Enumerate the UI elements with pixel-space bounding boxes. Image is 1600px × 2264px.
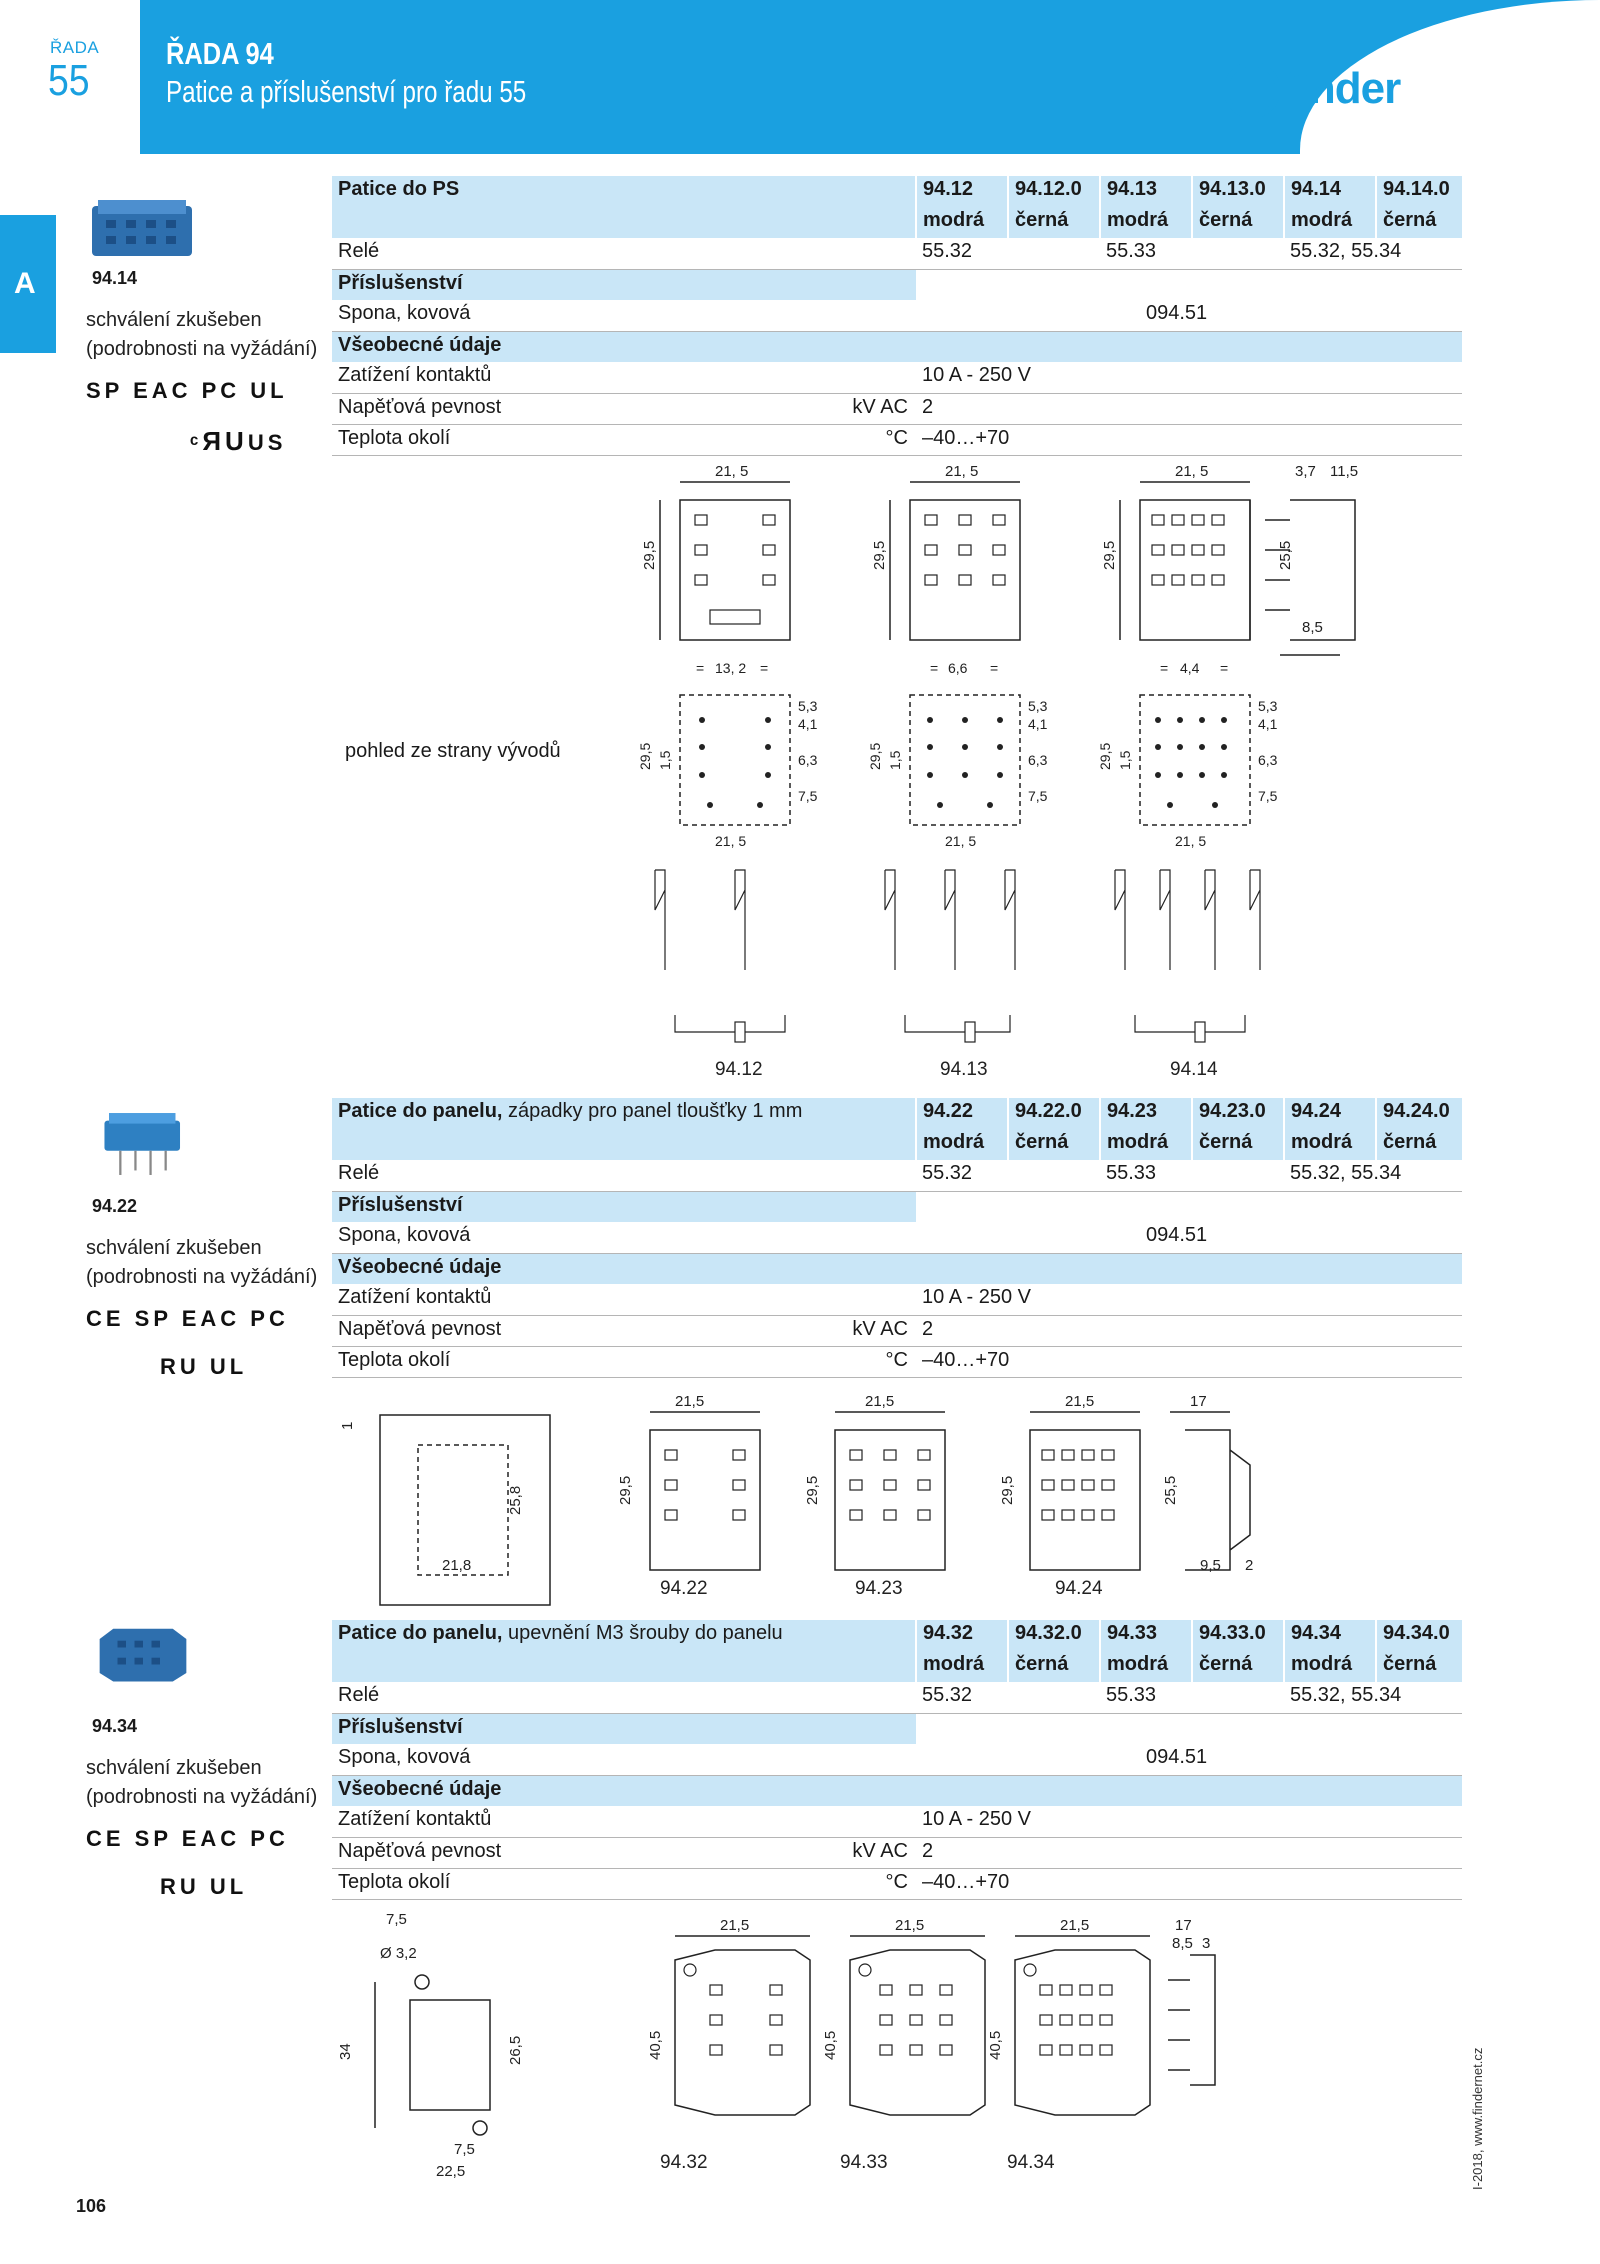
approval-note: schválení zkušeben (podrobnosti na vyžádání) [86, 1237, 318, 1288]
dim-height: 29,5 [641, 540, 658, 570]
dim-height: 29,5 [1101, 540, 1118, 570]
certification-badges-2: RU UL [160, 1354, 248, 1379]
svg-text:25,5: 25,5 [1162, 1475, 1179, 1505]
svg-text:21,5: 21,5 [895, 1917, 925, 1934]
dim-width: 21, 5 [715, 463, 749, 480]
code-cell: 94.12.0 [1008, 176, 1100, 207]
svg-text:29,5: 29,5 [1097, 742, 1113, 770]
section-tab-a: A [0, 215, 56, 353]
certification-badges: SP EAC PC UL [86, 378, 288, 403]
svg-text:29,5: 29,5 [999, 1475, 1016, 1505]
panel-hole-template [410, 2000, 490, 2110]
svg-text:21, 5: 21, 5 [715, 833, 747, 849]
svg-text:7,5: 7,5 [798, 788, 818, 804]
pin-view-label: pohled ze strany vývodů [345, 740, 561, 762]
svg-text:29,5: 29,5 [804, 1475, 821, 1505]
series-label: ŘADA [50, 38, 100, 57]
approval-note [86, 306, 317, 364]
svg-text:17: 17 [1175, 1917, 1192, 1934]
page-title: ŘADA 94 [166, 36, 274, 71]
svg-text:6,3: 6,3 [1258, 752, 1278, 768]
svg-text:Ø 3,2: Ø 3,2 [380, 1945, 417, 1962]
code-cell: 94.13 [1100, 176, 1192, 207]
svg-text:26,5: 26,5 [507, 2035, 524, 2065]
page-subtitle: Patice a příslušenství pro řadu 55 [166, 74, 527, 109]
dim-width: 21, 5 [1175, 463, 1209, 480]
product-code: 94.34 [92, 1716, 138, 1736]
svg-text:2: 2 [1245, 1557, 1254, 1574]
page-number: 106 [76, 2196, 107, 2216]
svg-text:7,5: 7,5 [386, 1911, 407, 1928]
code-cell: 94.13.0 [1192, 176, 1284, 207]
dim-width: 21, 5 [945, 463, 979, 480]
spec-table-94-2x: Patice do panelu, západky pro panel tloušťky 1 mm 94.22 94.22.0 94.23 94.23.0 94.24 94.24.0 modrá černá modrá černá modrá černá Relé 55.32 55.33 55.32, 55.34 Příslušenství Spona, kovová 094.51 Všeobecné údaje Zatížení kontaktů 10 A - 250 V Napěťová pevnost kV AC 2 Teplota okolí °C –40…+70 [332, 1098, 1462, 1378]
svg-text:=: = [1220, 660, 1229, 676]
svg-text:7,5: 7,5 [454, 2141, 475, 2158]
svg-text:40,5: 40,5 [987, 2030, 1004, 2060]
dim-6-6: 6,6 [948, 660, 968, 676]
svg-text:4,1: 4,1 [798, 716, 818, 732]
caption-94-14: 94.14 [1170, 1059, 1218, 1080]
spec-table-94-3x: Patice do panelu, upevnění M3 šrouby do panelu 94.32 94.32.0 94.33 94.33.0 94.34 94.34.0 modrá černá modrá černá modrá černá Relé 55.32 55.33 55.32, 55.34 Příslušenství Spona, kovová 094.51 Všeobecné údaje Zatížení kontaktů 10 A - 250 V Napěťová pevnost kV AC 2 Teplota okolí °C –40…+70 [332, 1620, 1462, 1900]
svg-text:4,1: 4,1 [1028, 716, 1048, 732]
svg-text:7,5: 7,5 [1258, 788, 1278, 804]
caption-94-12: 94.12 [715, 1059, 763, 1080]
svg-text:21,5: 21,5 [1065, 1393, 1095, 1410]
svg-text:25,8: 25,8 [507, 1485, 524, 1515]
product-code: 94.14 [92, 268, 138, 288]
svg-text:21,5: 21,5 [865, 1393, 895, 1410]
svg-text:5,3: 5,3 [1258, 698, 1278, 714]
dim-height: 29,5 [871, 540, 888, 570]
svg-text:22,5: 22,5 [436, 2163, 466, 2180]
svg-text:29,5: 29,5 [637, 742, 653, 770]
socket-top-views [640, 460, 1440, 660]
svg-text:5,3: 5,3 [1028, 698, 1048, 714]
certification-badges: CE SP EAC PC [86, 1306, 289, 1331]
code-cell: 94.14.0 [1376, 176, 1462, 207]
dim-3-7: 3,7 [1295, 463, 1316, 480]
dim-height: 25,5 [1277, 540, 1294, 570]
footer-note: I-2018, www.findernet.cz [1470, 2047, 1485, 2190]
approval-line2: (podrobnosti na vyžádání) [86, 338, 318, 360]
approval-line1: schválení zkušeben [86, 309, 262, 331]
svg-text:34: 34 [337, 2043, 354, 2060]
caption-94-23: 94.23 [855, 1578, 903, 1599]
svg-text:=: = [1160, 660, 1169, 676]
dim-11-5: 11,5 [1330, 463, 1359, 480]
table-heading: Patice do PS [338, 178, 460, 200]
svg-text:17: 17 [1190, 1393, 1207, 1410]
caption-94-34: 94.34 [1007, 2152, 1055, 2173]
svg-text:3: 3 [1202, 1935, 1211, 1952]
svg-text:=: = [696, 660, 705, 676]
svg-text:=: = [760, 660, 769, 676]
svg-text:21,5: 21,5 [720, 1917, 750, 1934]
svg-text:40,5: 40,5 [822, 2030, 839, 2060]
product-image-94-22 [88, 1110, 198, 1178]
svg-text:6,3: 6,3 [798, 752, 818, 768]
svg-text:29,5: 29,5 [617, 1475, 634, 1505]
svg-text:29,5: 29,5 [867, 742, 883, 770]
svg-text:21, 5: 21, 5 [1175, 833, 1207, 849]
certification-badges-2: RU UL [160, 1874, 248, 1899]
svg-text:40,5: 40,5 [647, 2030, 664, 2060]
svg-text:=: = [990, 660, 999, 676]
svg-text:1,5: 1,5 [1117, 750, 1133, 770]
wiring-diagrams [640, 860, 1280, 1080]
pin-view-drawings [637, 655, 1280, 855]
svg-text:21, 5: 21, 5 [945, 833, 977, 849]
svg-text:21,5: 21,5 [675, 1393, 705, 1410]
svg-text:6,3: 6,3 [1028, 752, 1048, 768]
svg-text:7,5: 7,5 [1028, 788, 1048, 804]
series-tab [0, 0, 140, 154]
svg-text:8,5: 8,5 [1172, 1935, 1193, 1952]
caption-94-33: 94.33 [840, 2152, 888, 2173]
svg-text:4,1: 4,1 [1258, 716, 1278, 732]
product-image-94-14 [88, 196, 198, 264]
panel-socket-drawings [330, 1390, 1290, 1620]
svg-text:=: = [930, 660, 939, 676]
screw-socket-drawings [330, 1910, 1230, 2190]
svg-text:9,5: 9,5 [1200, 1557, 1221, 1574]
svg-text:21,5: 21,5 [1060, 1917, 1090, 1934]
dim-8-5: 8,5 [1302, 619, 1323, 636]
panel-cutout [380, 1415, 550, 1605]
svg-text:1: 1 [339, 1421, 356, 1430]
caption-94-22: 94.22 [660, 1578, 708, 1599]
spec-table-94-1x: Patice do PS 94.12 94.12.0 94.13 94.13.0 94.14 94.14.0 modrá černá modrá černá modrá černá Relé 55.32 55.33 55.32, 55.34 Příslušenství Spona, kovová 094.51 Všeobecné údaje Zatížení kontaktů 10 A - 250 V Napěťová pevnost kV AC 2 Teplota okolí °C –40…+70 [332, 176, 1462, 456]
svg-text:5,3: 5,3 [798, 698, 818, 714]
product-code: 94.22 [92, 1196, 138, 1216]
brand-name: finder [1284, 64, 1401, 113]
svg-text:1,5: 1,5 [887, 750, 903, 770]
approval-note: schválení zkušeben (podrobnosti na vyžádání) [86, 1757, 318, 1808]
caption-94-24: 94.24 [1055, 1578, 1103, 1599]
certification-badges: CE SP EAC PC [86, 1826, 289, 1851]
series-number: 55 [48, 56, 90, 105]
dim-13-2: 13, 2 [715, 660, 747, 676]
dim-4-4: 4,4 [1180, 660, 1200, 676]
svg-text:1,5: 1,5 [657, 750, 673, 770]
finder-logo [1222, 60, 1452, 120]
ul-badge: ᶜЯUUS [190, 426, 287, 456]
finder-logo-icon [1222, 60, 1282, 120]
code-cell: 94.14 [1284, 176, 1376, 207]
product-image-94-34 [88, 1622, 198, 1690]
caption-94-13: 94.13 [940, 1059, 988, 1080]
code-cell: 94.12 [916, 176, 1008, 207]
svg-text:21,8: 21,8 [442, 1557, 472, 1574]
caption-94-32: 94.32 [660, 2152, 708, 2173]
